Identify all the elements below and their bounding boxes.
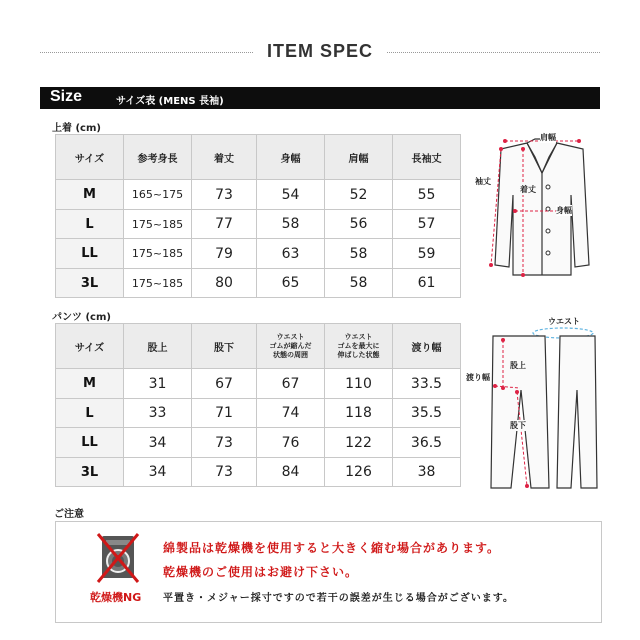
size-cell: M [56, 369, 124, 399]
size-bar [40, 87, 600, 109]
table-row [56, 210, 461, 239]
table-cell: 36.5 [393, 428, 461, 458]
column-header: 股上 [124, 324, 192, 369]
size-cell: M [56, 180, 124, 210]
column-header [325, 324, 393, 369]
table-cell: 79 [192, 239, 257, 269]
table-cell: 34 [124, 428, 192, 458]
pants-table-label: パンツ (cm) [52, 312, 111, 323]
table-cell: 34 [124, 458, 192, 487]
table-row [56, 458, 461, 487]
column-header: 股下 [192, 324, 257, 369]
table-cell: 61 [393, 269, 461, 298]
size-cell: 3L [56, 269, 124, 298]
table-cell: 71 [192, 399, 257, 428]
title-divider-right [387, 52, 600, 53]
page-title: ITEM SPEC [266, 41, 373, 61]
table-cell: 122 [325, 428, 393, 458]
notice-line-1: 綿製品は乾燥機を使用すると大きく縮む場合があります。 [163, 541, 501, 555]
table-cell: 175~185 [124, 269, 192, 298]
table-cell: 76 [257, 428, 325, 458]
table-cell: 80 [192, 269, 257, 298]
table-row [56, 399, 461, 428]
table-row [56, 180, 461, 210]
notice-label: ご注意 [54, 509, 84, 520]
table-cell: 110 [325, 369, 393, 399]
table-cell: 52 [325, 180, 393, 210]
pants-diagram [465, 310, 600, 500]
table-header-row [56, 324, 461, 369]
table-header-row [56, 135, 461, 180]
table-cell: 165~175 [124, 180, 192, 210]
table-cell: 175~185 [124, 239, 192, 269]
column-header: 着丈 [192, 135, 257, 180]
table-cell: 56 [325, 210, 393, 239]
column-header: サイズ [56, 135, 124, 180]
table-cell: 175~185 [124, 210, 192, 239]
header-line: ウエスト [276, 332, 305, 341]
table-cell: 73 [192, 458, 257, 487]
size-cell: LL [56, 239, 124, 269]
diagram-label-waist: ウエスト [548, 317, 580, 326]
notice-box [55, 521, 602, 623]
table-cell: 58 [257, 210, 325, 239]
table-cell: 77 [192, 210, 257, 239]
column-header: 肩幅 [325, 135, 393, 180]
shirt-diagram [465, 125, 600, 295]
table-cell: 126 [325, 458, 393, 487]
column-header: サイズ [56, 324, 124, 369]
header-line: ゴムを最大に [337, 341, 380, 350]
table-cell: 67 [257, 369, 325, 399]
size-cell: L [56, 399, 124, 428]
table-row [56, 269, 461, 298]
pants-size-table [55, 323, 461, 487]
notice-line-3: 平置き・メジャー採寸ですので若干の誤差が生じる場合がございます。 [163, 593, 514, 604]
table-cell: 33 [124, 399, 192, 428]
dryer-ng-label: 乾燥機NG [90, 591, 142, 604]
table-cell: 55 [393, 180, 461, 210]
top-table-label: 上着 (cm) [52, 123, 101, 134]
table-cell: 59 [393, 239, 461, 269]
table-row [56, 428, 461, 458]
table-cell: 84 [257, 458, 325, 487]
table-cell: 31 [124, 369, 192, 399]
table-cell: 63 [257, 239, 325, 269]
table-cell: 74 [257, 399, 325, 428]
top-size-table [55, 134, 461, 298]
size-cell: LL [56, 428, 124, 458]
diagram-label-thigh: 渡り幅 [466, 373, 490, 382]
column-header [257, 324, 325, 369]
size-cell: 3L [56, 458, 124, 487]
diagram-label-shoulder: 肩幅 [540, 133, 556, 142]
table-cell: 54 [257, 180, 325, 210]
size-cell: L [56, 210, 124, 239]
table-row [56, 239, 461, 269]
table-row [56, 369, 461, 399]
table-cell: 35.5 [393, 399, 461, 428]
table-cell: 33.5 [393, 369, 461, 399]
section-title-row [40, 40, 600, 64]
column-header: 長袖丈 [393, 135, 461, 180]
table-cell: 38 [393, 458, 461, 487]
header-line: ウエスト [344, 332, 373, 341]
table-cell: 58 [325, 269, 393, 298]
diagram-label-inseam: 股下 [510, 421, 526, 430]
diagram-label-sleeve: 袖丈 [475, 177, 491, 186]
column-header: 身幅 [257, 135, 325, 180]
column-header: 参考身長 [124, 135, 192, 180]
diagram-label-rise: 股上 [510, 361, 526, 370]
header-line: ゴムが縮んだ [269, 341, 312, 350]
size-bar-label: Size [50, 88, 83, 105]
size-bar-caption: サイズ表 (MENS 長袖) [116, 96, 224, 107]
header-line: 伸ばした状態 [337, 350, 380, 359]
table-cell: 73 [192, 428, 257, 458]
notice-line-2: 乾燥機のご使用はお避け下さい。 [163, 565, 359, 579]
dryer-ng-icon [96, 532, 140, 586]
table-cell: 57 [393, 210, 461, 239]
table-cell: 65 [257, 269, 325, 298]
table-cell: 118 [325, 399, 393, 428]
diagram-label-chest: 身幅 [556, 206, 572, 215]
diagram-label-length: 着丈 [520, 185, 536, 194]
column-header: 渡り幅 [393, 324, 461, 369]
header-line: 状態の周囲 [273, 350, 308, 359]
table-cell: 73 [192, 180, 257, 210]
table-cell: 67 [192, 369, 257, 399]
table-cell: 58 [325, 239, 393, 269]
